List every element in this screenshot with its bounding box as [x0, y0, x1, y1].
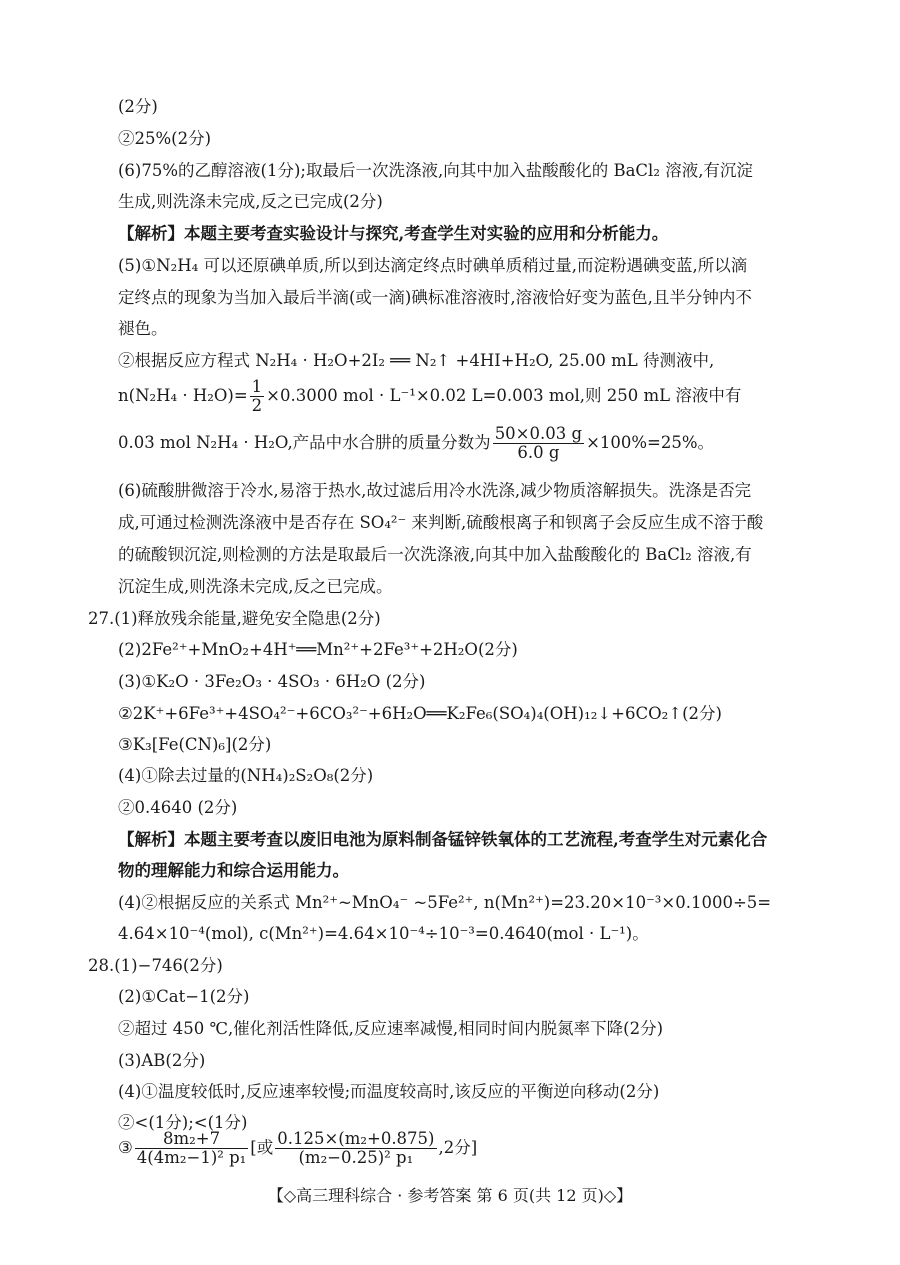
text-line: ②<(1分);<(1分)	[118, 1113, 248, 1132]
text-line: 4.64×10⁻⁴(mol), c(Mn²⁺)=4.64×10⁻⁴÷10⁻³=0.4640(mol · L⁻¹)。	[118, 924, 649, 943]
fraction-numerator: 1	[251, 377, 263, 396]
formula-line	[118, 378, 741, 415]
formula-line	[118, 425, 714, 462]
text-line: (6)硫酸肼微溶于冷水,易溶于热水,故过滤后用冷水洗涤,减少物质溶解损失。洗涤是否完	[118, 481, 752, 500]
text-line: ②根据反应方程式 N₂H₄ · H₂O+2I₂ ══ N₂↑ +4HI+H₂O, 25.00 mL 待测液中,	[118, 351, 715, 370]
fraction	[250, 378, 265, 415]
text-line: (2分)	[118, 97, 158, 116]
formula-text: ③	[118, 1138, 133, 1157]
fraction	[275, 1130, 436, 1167]
text-line: (2)2Fe²⁺+MnO₂+4H⁺══Mn²⁺+2Fe³⁺+2H₂O(2分)	[118, 640, 518, 659]
analysis-line	[118, 829, 767, 851]
formula-text: ×0.3000 mol · L⁻¹×0.02 L=0.003 mol,则 250 mL 溶液中有	[266, 386, 742, 405]
text-line: (3)AB(2分)	[118, 1051, 206, 1070]
fraction-denominator: 2	[251, 396, 263, 415]
analysis-tag: 【解析】	[118, 224, 184, 243]
text-line: (4)②根据反应的关系式 Mn²⁺~MnO₄⁻ ~5Fe²⁺, n(Mn²⁺)=23.20×10⁻³×0.1000÷5=	[118, 893, 772, 912]
text-line: ②25%(2分)	[118, 129, 212, 148]
analysis-text: 本题主要考查以废旧电池为原料制备锰锌铁氧体的工艺流程,考查学生对元素化合	[184, 830, 768, 849]
analysis-text: 本题主要考查实验设计与探究,考查学生对实验的应用和分析能力。	[184, 224, 669, 243]
text-line: ②0.4640 (2分)	[118, 798, 238, 817]
fraction-numerator: 8m₂+7	[135, 1130, 249, 1149]
formula-text: [或	[250, 1138, 274, 1157]
text-line: 的硫酸钡沉淀,则检测的方法是取最后一次洗涤液,向其中加入盐酸酸化的 BaCl₂ 溶液,有	[118, 545, 752, 564]
fraction-numerator: 50×0.03 g	[494, 424, 583, 443]
text-line: (5)①N₂H₄ 可以还原碘单质,所以到达滴定终点时碘单质稍过量,而淀粉遇碘变蓝,所以滴	[118, 256, 748, 275]
analysis-line	[118, 223, 668, 245]
text-line: ②2K⁺+6Fe³⁺+4SO₄²⁻+6CO₃²⁻+6H₂O══K₂Fe₆(SO₄)₄(OH)₁₂↓+6CO₂↑(2分)	[118, 704, 722, 723]
fraction-numerator: 0.125×(m₂+0.875)	[277, 1129, 435, 1148]
text-line: 褪色。	[118, 319, 168, 338]
fraction-denominator: (m₂−0.25)² p₁	[298, 1148, 414, 1167]
formula-text: ×100%=25%。	[586, 433, 715, 452]
question-27: 27.(1)释放残余能量,避免安全隐患(2分)	[88, 609, 381, 628]
text-line: (3)①K₂O · 3Fe₂O₃ · 4SO₃ · 6H₂O (2分)	[118, 672, 426, 691]
question-28: 28.(1)−746(2分)	[88, 956, 223, 975]
text-line: (4)①温度较低时,反应速率较慢;而温度较高时,该反应的平衡逆向移动(2分)	[118, 1082, 660, 1101]
fraction	[135, 1130, 249, 1167]
text-line: (6)75%的乙醇溶液(1分);取最后一次洗涤液,向其中加入盐酸酸化的 BaCl₂ 溶液,有沉淀	[118, 161, 753, 180]
text-line: ②超过 450 ℃,催化剂活性降低,反应速率减慢,相同时间内脱氮率下降(2分)	[118, 1019, 664, 1038]
formula-text: ,2分]	[438, 1138, 478, 1157]
formula-text: n(N₂H₄ · H₂O)=	[118, 386, 248, 405]
text-line: 成,可通过检测洗涤液中是否存在 SO₄²⁻ 来判断,硫酸根离子和钡离子会反应生成不溶于酸	[118, 513, 764, 532]
formula-text: 0.03 mol N₂H₄ · H₂O,产品中水合肼的质量分数为	[118, 433, 491, 452]
text-line: 生成,则洗涤未完成,反之已完成(2分)	[118, 192, 383, 211]
text-line: 沉淀生成,则洗涤未完成,反之已完成。	[118, 577, 393, 596]
formula-line	[118, 1128, 477, 1168]
text-line: 物的理解能力和综合运用能力。	[118, 861, 349, 880]
text-line: 定终点的现象为当加入最后半滴(或一滴)碘标准溶液时,溶液恰好变为蓝色,且半分钟内不	[118, 288, 752, 307]
text-line: (4)①除去过量的(NH₄)₂S₂O₈(2分)	[118, 766, 374, 785]
analysis-tag: 【解析】	[118, 830, 184, 849]
fraction-denominator: 4(4m₂−1)² p₁	[136, 1148, 247, 1167]
text-line: ③K₃[Fe(CN)₆](2分)	[118, 735, 272, 754]
text-line: (2)①Cat−1(2分)	[118, 987, 250, 1006]
fraction-denominator: 6.0 g	[517, 443, 560, 462]
fraction	[493, 425, 584, 462]
page-footer: 【◇高三理科综合 · 参考答案 第 6 页(共 12 页)◇】	[267, 1186, 633, 1205]
